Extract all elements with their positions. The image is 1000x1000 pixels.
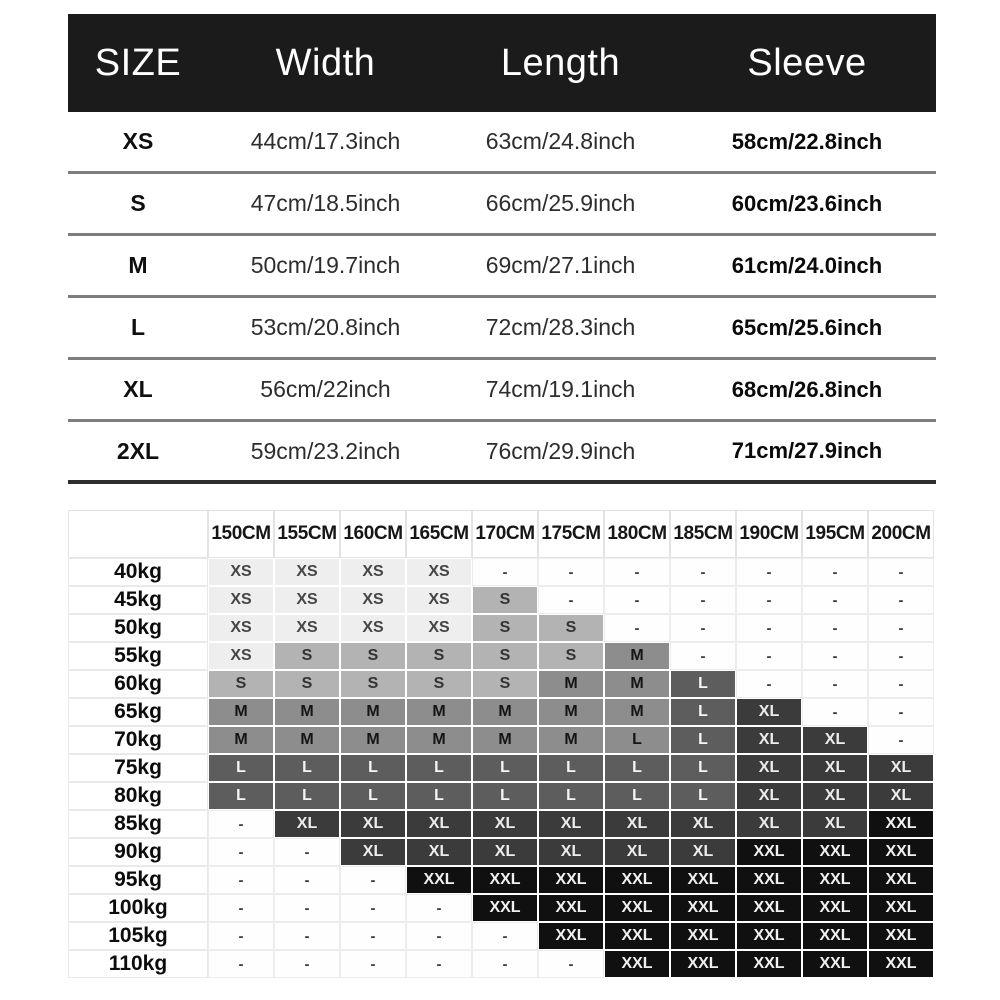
weight-label-cell: 45kg xyxy=(68,586,208,614)
fit-cell-size: L xyxy=(670,670,736,698)
fit-cell-size: XS xyxy=(208,614,274,642)
fit-cell-empty: - xyxy=(604,586,670,614)
fit-cell-size: XS xyxy=(406,614,472,642)
fit-cell-size: XS xyxy=(208,586,274,614)
fit-cell-empty: - xyxy=(274,950,340,978)
height-header-cell: 185CM xyxy=(670,510,736,558)
fit-cell-size: L xyxy=(274,782,340,810)
size-sleeve-value: 65cm/25.6inch xyxy=(731,314,883,340)
fit-cell-size: L xyxy=(208,782,274,810)
fit-cell-size: XXL xyxy=(802,838,868,866)
fit-cell-size: M xyxy=(208,726,274,754)
fit-cell-empty: - xyxy=(868,698,934,726)
size-sleeve-value: 58cm/22.8inch xyxy=(731,128,883,154)
height-header-cell: 170CM xyxy=(472,510,538,558)
fit-cell-empty: - xyxy=(274,922,340,950)
fit-cell-size: S xyxy=(406,642,472,670)
fit-cell-size: M xyxy=(340,698,406,726)
weight-label-cell: 105kg xyxy=(68,922,208,950)
height-header-cell: 190CM xyxy=(736,510,802,558)
fit-cell-size: M xyxy=(604,698,670,726)
column-header-sleeve: Sleeve xyxy=(747,41,867,84)
fit-cell-size: XXL xyxy=(802,894,868,922)
fit-cell-size: XL xyxy=(604,838,670,866)
fit-cell-empty: - xyxy=(472,558,538,586)
fit-cell-size: XXL xyxy=(472,866,538,894)
size-length-value: 72cm/28.3inch xyxy=(485,314,636,340)
weight-label-cell: 80kg xyxy=(68,782,208,810)
height-header-cell: 155CM xyxy=(274,510,340,558)
size-sleeve-value: 68cm/26.8inch xyxy=(731,376,883,402)
fit-cell-size: XXL xyxy=(802,866,868,894)
fit-cell-size: S xyxy=(472,642,538,670)
fit-cell-size: L xyxy=(670,782,736,810)
fit-cell-size: S xyxy=(472,614,538,642)
fit-cell-size: L xyxy=(340,754,406,782)
fit-cell-size: XS xyxy=(406,586,472,614)
fit-cell-size: L xyxy=(604,726,670,754)
fit-cell-empty: - xyxy=(472,950,538,978)
fit-matrix-corner-cell xyxy=(68,510,208,558)
size-width-value: 59cm/23.2inch xyxy=(250,437,401,464)
fit-cell-size: M xyxy=(472,698,538,726)
size-width-value: 47cm/18.5inch xyxy=(250,190,401,216)
fit-cell-size: L xyxy=(604,754,670,782)
fit-cell-size: L xyxy=(472,782,538,810)
fit-cell-size: XXL xyxy=(736,950,802,978)
fit-cell-empty: - xyxy=(670,558,736,586)
size-sleeve-value: 71cm/27.9inch xyxy=(731,438,883,463)
measurements-table-rows xyxy=(68,112,936,484)
fit-cell-empty: - xyxy=(208,866,274,894)
fit-cell-size: XL xyxy=(406,810,472,838)
fit-cell-empty: - xyxy=(802,642,868,670)
fit-cell-size: M xyxy=(406,726,472,754)
weight-label-cell: 85kg xyxy=(68,810,208,838)
fit-cell-size: XXL xyxy=(472,894,538,922)
fit-cell-size: L xyxy=(538,782,604,810)
fit-cell-size: XL xyxy=(802,782,868,810)
fit-cell-size: XXL xyxy=(736,922,802,950)
fit-cell-empty: - xyxy=(802,586,868,614)
fit-cell-size: S xyxy=(274,670,340,698)
fit-cell-size: M xyxy=(604,670,670,698)
fit-cell-empty: - xyxy=(274,894,340,922)
fit-cell-size: L xyxy=(406,782,472,810)
fit-cell-size: XL xyxy=(538,838,604,866)
column-header-length: Length xyxy=(500,41,621,84)
column-header-size: SIZE xyxy=(94,41,182,84)
fit-cell-empty: - xyxy=(802,558,868,586)
fit-cell-size: L xyxy=(670,726,736,754)
fit-cell-empty: - xyxy=(802,670,868,698)
fit-cell-size: L xyxy=(274,754,340,782)
size-length-value: 76cm/29.9inch xyxy=(485,437,636,464)
fit-cell-size: M xyxy=(406,698,472,726)
fit-cell-size: S xyxy=(274,642,340,670)
size-width-value: 44cm/17.3inch xyxy=(250,128,401,154)
fit-cell-empty: - xyxy=(406,894,472,922)
weight-label-cell: 100kg xyxy=(68,894,208,922)
fit-cell-size: XL xyxy=(802,754,868,782)
fit-cell-size: XL xyxy=(538,810,604,838)
fit-cell-size: S xyxy=(406,670,472,698)
size-row xyxy=(68,174,936,236)
size-width-value: 56cm/22inch xyxy=(260,376,391,402)
weight-label-cell: 90kg xyxy=(68,838,208,866)
fit-cell-size: L xyxy=(538,754,604,782)
size-width-value: 53cm/20.8inch xyxy=(250,314,401,340)
fit-cell-size: XXL xyxy=(868,838,934,866)
fit-cell-size: XL xyxy=(736,754,802,782)
fit-cell-size: S xyxy=(472,670,538,698)
size-width-value: 50cm/19.7inch xyxy=(250,252,401,278)
fit-cell-size: XXL xyxy=(736,894,802,922)
fit-cell-size: XXL xyxy=(604,950,670,978)
fit-cell-size: XL xyxy=(670,838,736,866)
size-sleeve-value: 61cm/24.0inch xyxy=(731,252,883,278)
fit-cell-empty: - xyxy=(604,558,670,586)
fit-cell-empty: - xyxy=(538,558,604,586)
fit-cell-size: XL xyxy=(670,810,736,838)
size-row xyxy=(68,112,936,174)
fit-cell-empty: - xyxy=(208,838,274,866)
fit-cell-size: M xyxy=(538,670,604,698)
size-size-value: L xyxy=(130,314,146,340)
size-length-value: 74cm/19.1inch xyxy=(485,376,636,402)
fit-cell-empty: - xyxy=(670,586,736,614)
fit-cell-empty: - xyxy=(208,950,274,978)
weight-label-cell: 50kg xyxy=(68,614,208,642)
fit-cell-empty: - xyxy=(736,614,802,642)
fit-cell-size: XL xyxy=(868,782,934,810)
fit-cell-size: XXL xyxy=(802,922,868,950)
fit-cell-size: M xyxy=(274,726,340,754)
fit-cell-size: XL xyxy=(868,754,934,782)
fit-cell-empty: - xyxy=(802,614,868,642)
size-length-value: 63cm/24.8inch xyxy=(485,128,636,154)
fit-cell-size: XL xyxy=(340,838,406,866)
fit-cell-size: XXL xyxy=(538,894,604,922)
weight-label-cell: 110kg xyxy=(68,950,208,978)
fit-cell-empty: - xyxy=(208,922,274,950)
fit-cell-size: XXL xyxy=(406,866,472,894)
weight-label-cell: 55kg xyxy=(68,642,208,670)
fit-cell-size: XL xyxy=(274,810,340,838)
fit-cell-empty: - xyxy=(340,866,406,894)
weight-label-cell: 75kg xyxy=(68,754,208,782)
fit-cell-size: M xyxy=(538,726,604,754)
fit-cell-size: XXL xyxy=(670,922,736,950)
fit-cell-empty: - xyxy=(340,950,406,978)
fit-cell-size: XL xyxy=(472,838,538,866)
weight-label-cell: 70kg xyxy=(68,726,208,754)
fit-cell-size: XXL xyxy=(670,894,736,922)
fit-cell-size: XXL xyxy=(736,866,802,894)
fit-cell-size: XL xyxy=(604,810,670,838)
fit-cell-size: XL xyxy=(406,838,472,866)
fit-cell-empty: - xyxy=(736,586,802,614)
fit-cell-size: XL xyxy=(802,726,868,754)
fit-cell-size: XS xyxy=(340,586,406,614)
fit-cell-size: XL xyxy=(736,698,802,726)
fit-cell-size: M xyxy=(538,698,604,726)
size-row xyxy=(68,236,936,298)
fit-cell-size: XS xyxy=(274,558,340,586)
weight-label-cell: 65kg xyxy=(68,698,208,726)
size-size-value: XS xyxy=(122,128,154,154)
fit-cell-size: XXL xyxy=(868,810,934,838)
height-header-cell: 180CM xyxy=(604,510,670,558)
column-header-width: Width xyxy=(275,41,376,84)
fit-cell-empty: - xyxy=(472,922,538,950)
fit-cell-empty: - xyxy=(208,810,274,838)
height-header-cell: 200CM xyxy=(868,510,934,558)
fit-cell-size: L xyxy=(670,698,736,726)
size-length-value: 66cm/25.9inch xyxy=(485,190,636,216)
fit-cell-size: XXL xyxy=(538,866,604,894)
fit-cell-empty: - xyxy=(406,950,472,978)
fit-cell-size: XXL xyxy=(868,950,934,978)
fit-cell-empty: - xyxy=(736,642,802,670)
fit-cell-size: XXL xyxy=(604,922,670,950)
fit-cell-size: M xyxy=(472,726,538,754)
fit-cell-empty: - xyxy=(406,922,472,950)
fit-matrix-table xyxy=(68,510,936,978)
fit-cell-size: XXL xyxy=(538,922,604,950)
size-size-value: 2XL xyxy=(116,437,160,464)
weight-label-cell: 95kg xyxy=(68,866,208,894)
size-row xyxy=(68,298,936,360)
size-row xyxy=(68,360,936,422)
fit-cell-size: S xyxy=(472,586,538,614)
fit-cell-size: XXL xyxy=(802,950,868,978)
fit-cell-size: XL xyxy=(736,782,802,810)
fit-cell-size: XXL xyxy=(670,950,736,978)
size-size-value: S xyxy=(130,190,146,216)
fit-cell-size: L xyxy=(670,754,736,782)
fit-cell-size: L xyxy=(340,782,406,810)
fit-cell-size: XL xyxy=(736,810,802,838)
fit-cell-size: XXL xyxy=(670,866,736,894)
size-size-value: M xyxy=(128,252,148,278)
size-size-value: XL xyxy=(123,376,153,402)
fit-matrix-grid xyxy=(68,510,936,978)
fit-cell-size: XL xyxy=(472,810,538,838)
height-header-cell: 165CM xyxy=(406,510,472,558)
fit-cell-size: M xyxy=(604,642,670,670)
size-row xyxy=(68,422,936,484)
fit-cell-empty: - xyxy=(670,642,736,670)
fit-cell-empty: - xyxy=(736,558,802,586)
fit-cell-size: XS xyxy=(340,558,406,586)
fit-cell-size: XL xyxy=(340,810,406,838)
fit-cell-empty: - xyxy=(208,894,274,922)
fit-cell-size: XXL xyxy=(736,838,802,866)
fit-cell-empty: - xyxy=(670,614,736,642)
fit-cell-size: XS xyxy=(274,586,340,614)
weight-label-cell: 40kg xyxy=(68,558,208,586)
fit-cell-empty: - xyxy=(340,922,406,950)
fit-cell-empty: - xyxy=(868,670,934,698)
fit-cell-empty: - xyxy=(274,866,340,894)
fit-cell-size: XXL xyxy=(604,894,670,922)
weight-label-cell: 60kg xyxy=(68,670,208,698)
measurements-table-header xyxy=(68,14,936,112)
fit-cell-size: XL xyxy=(802,810,868,838)
fit-cell-size: S xyxy=(538,614,604,642)
fit-cell-size: M xyxy=(340,726,406,754)
fit-cell-size: S xyxy=(340,642,406,670)
size-sleeve-value: 60cm/23.6inch xyxy=(731,190,883,216)
fit-cell-size: S xyxy=(208,670,274,698)
fit-cell-size: L xyxy=(406,754,472,782)
fit-cell-size: L xyxy=(208,754,274,782)
fit-cell-empty: - xyxy=(802,698,868,726)
fit-cell-size: XS xyxy=(208,642,274,670)
fit-cell-empty: - xyxy=(736,670,802,698)
fit-cell-size: S xyxy=(538,642,604,670)
fit-cell-empty: - xyxy=(868,586,934,614)
fit-cell-empty: - xyxy=(274,838,340,866)
fit-cell-size: XS xyxy=(274,614,340,642)
fit-cell-size: L xyxy=(604,782,670,810)
measurements-table xyxy=(68,14,936,484)
fit-cell-size: L xyxy=(472,754,538,782)
fit-cell-size: XXL xyxy=(868,894,934,922)
height-header-cell: 175CM xyxy=(538,510,604,558)
fit-cell-empty: - xyxy=(868,558,934,586)
fit-cell-size: XS xyxy=(406,558,472,586)
height-header-cell: 150CM xyxy=(208,510,274,558)
fit-cell-size: XXL xyxy=(868,922,934,950)
height-header-cell: 160CM xyxy=(340,510,406,558)
fit-cell-size: XL xyxy=(736,726,802,754)
height-header-cell: 195CM xyxy=(802,510,868,558)
fit-cell-empty: - xyxy=(604,614,670,642)
fit-cell-size: M xyxy=(274,698,340,726)
fit-cell-size: XS xyxy=(340,614,406,642)
fit-cell-empty: - xyxy=(868,614,934,642)
fit-cell-empty: - xyxy=(868,642,934,670)
fit-cell-size: XXL xyxy=(604,866,670,894)
size-length-value: 69cm/27.1inch xyxy=(485,252,636,278)
fit-cell-size: S xyxy=(340,670,406,698)
fit-cell-size: XXL xyxy=(868,866,934,894)
fit-cell-empty: - xyxy=(868,726,934,754)
fit-cell-empty: - xyxy=(340,894,406,922)
fit-cell-size: M xyxy=(208,698,274,726)
fit-cell-size: XS xyxy=(208,558,274,586)
fit-cell-empty: - xyxy=(538,586,604,614)
fit-cell-empty: - xyxy=(538,950,604,978)
